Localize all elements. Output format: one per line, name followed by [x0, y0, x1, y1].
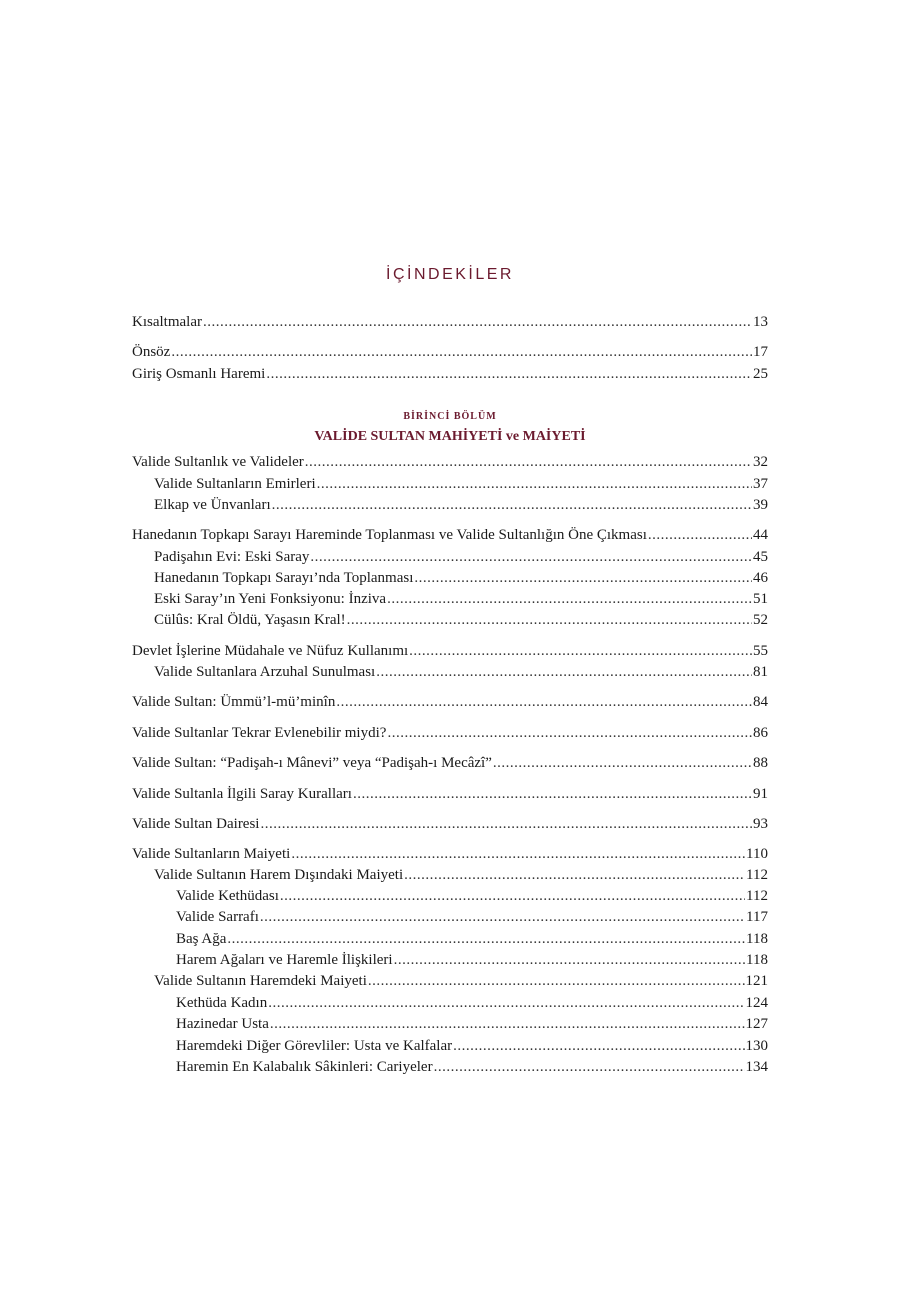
dot-leader	[317, 474, 752, 494]
toc-entry-title: Valide Sultanların Maiyeti	[132, 846, 291, 862]
toc-entry-title: Devlet İşlerine Müdahale ve Nüfuz Kullanımı	[132, 643, 409, 659]
toc-entry-title: Valide Sultanlar Tekrar Evlenebilir miydi?	[132, 725, 387, 741]
toc-entry-page: 32	[753, 454, 768, 470]
toc-entry-title: Valide Kethüdası	[176, 888, 279, 904]
dot-leader	[409, 641, 752, 661]
toc-entry-page: 112	[746, 888, 768, 904]
toc-entry-title: Hanedanın Topkapı Sarayı’nda Toplanması	[154, 570, 414, 586]
dot-leader	[227, 929, 745, 949]
toc-entry	[132, 844, 768, 864]
toc-entry	[176, 907, 768, 927]
toc-entry-title: Baş Ağa	[176, 931, 227, 947]
toc-entry-title: Valide Sultan Dairesi	[132, 816, 260, 832]
toc-entry	[132, 784, 768, 804]
dot-leader	[270, 1014, 745, 1034]
dot-leader	[305, 452, 752, 472]
toc-entry-page: 91	[753, 786, 768, 802]
toc-entry-title: Giriş Osmanlı Haremi	[132, 366, 266, 382]
toc-entry	[132, 753, 768, 773]
toc-entry-title: Valide Sultanların Emirleri	[154, 476, 316, 492]
toc-entry-page: 121	[745, 973, 768, 989]
toc-entry	[154, 865, 768, 885]
toc-entry	[132, 452, 768, 472]
dot-leader	[347, 610, 752, 630]
toc-entry-page: 51	[753, 591, 768, 607]
toc-entry-page: 118	[746, 952, 768, 968]
toc-entry-title: Kısaltmalar	[132, 314, 202, 330]
toc-entry	[154, 547, 768, 567]
dot-leader	[171, 342, 752, 362]
toc-entry-page: 86	[753, 725, 768, 741]
toc-entry-page: 134	[745, 1059, 768, 1075]
toc-entry-title: Padişahın Evi: Eski Saray	[154, 549, 310, 565]
toc-entry-page: 117	[746, 909, 768, 925]
toc-entry-title: Elkap ve Ünvanları	[154, 497, 271, 513]
toc-entry	[132, 312, 768, 332]
toc-entry	[176, 1036, 768, 1056]
toc-entry	[176, 929, 768, 949]
dot-leader	[404, 865, 745, 885]
toc-entry-page: 130	[745, 1038, 768, 1054]
toc-entry	[154, 971, 768, 991]
dot-leader	[268, 993, 744, 1013]
toc-entry-page: 44	[753, 527, 768, 543]
toc-entry-title: Haremin En Kalabalık Sâkinleri: Cariyeler	[176, 1059, 433, 1075]
dot-leader	[394, 950, 745, 970]
toc-title: İÇİNDEKİLER	[386, 266, 514, 283]
toc-entry	[132, 342, 768, 362]
toc-entry-title: Valide Sultanın Haremdeki Maiyeti	[154, 973, 367, 989]
toc-entry	[132, 814, 768, 834]
toc-entry	[176, 886, 768, 906]
dot-leader	[260, 814, 752, 834]
dot-leader	[493, 753, 752, 773]
dot-leader	[203, 312, 752, 332]
dot-leader	[266, 364, 752, 384]
toc-entry	[154, 589, 768, 609]
toc-entry-page: 81	[753, 664, 768, 680]
dot-leader	[280, 886, 745, 906]
dot-leader	[272, 495, 752, 515]
toc-entry-page: 52	[753, 612, 768, 628]
toc-entry	[176, 1057, 768, 1077]
toc-entry-title: Valide Sultan: Ümmü’l-mü’minîn	[132, 694, 336, 710]
toc-entry	[154, 568, 768, 588]
toc-entry-page: 88	[753, 755, 768, 771]
toc-entry-page: 13	[753, 314, 768, 330]
toc-entry-title: Valide Sarrafı	[176, 909, 259, 925]
dot-leader	[434, 1057, 745, 1077]
toc-entry-page: 45	[753, 549, 768, 565]
toc-entry	[132, 723, 768, 743]
toc-entry-title: Haremdeki Diğer Görevliler: Usta ve Kalfalar	[176, 1038, 453, 1054]
toc-entry	[132, 364, 768, 384]
dot-leader	[387, 589, 752, 609]
toc-entry-page: 93	[753, 816, 768, 832]
toc-entry-title: Hanedanın Topkapı Sarayı Hareminde Toplanması ve Valide Sultanlığın Öne Çıkması	[132, 527, 647, 543]
toc-entry	[176, 1014, 768, 1034]
toc-entry-page: 25	[753, 366, 768, 382]
toc-entry-title: Valide Sultanın Harem Dışındaki Maiyeti	[154, 867, 404, 883]
dot-leader	[310, 547, 752, 567]
dot-leader	[368, 971, 745, 991]
toc-entry	[176, 950, 768, 970]
toc-entry-page: 118	[746, 931, 768, 947]
toc-entry-title: Valide Sultanlara Arzuhal Sunulması	[154, 664, 376, 680]
dot-leader	[648, 525, 752, 545]
toc-entry-title: Kethüda Kadın	[176, 995, 268, 1011]
toc-entry-title: Cülûs: Kral Öldü, Yaşasın Kral!	[154, 612, 346, 628]
toc-entry-title: Valide Sultanlık ve Valideler	[132, 454, 304, 470]
dot-leader	[291, 844, 745, 864]
part-title: VALİDE SULTAN MAHİYETİ ve MAİYETİ	[314, 429, 586, 444]
dot-leader	[353, 784, 752, 804]
toc-entry-title: Hazinedar Usta	[176, 1016, 269, 1032]
toc-entry-page: 110	[746, 846, 768, 862]
dot-leader	[260, 907, 745, 927]
toc-entry-title: Valide Sultanla İlgili Saray Kuralları	[132, 786, 352, 802]
toc-entry-page: 39	[753, 497, 768, 513]
toc-entry-title: Harem Ağaları ve Haremle İlişkileri	[176, 952, 393, 968]
toc-entry-page: 37	[753, 476, 768, 492]
toc-entry-page: 127	[745, 1016, 768, 1032]
toc-entry	[154, 662, 768, 682]
dot-leader	[336, 692, 752, 712]
toc-entry	[176, 993, 768, 1013]
toc-entry	[154, 610, 768, 630]
toc-entry-page: 124	[745, 995, 768, 1011]
toc-entry	[154, 495, 768, 515]
toc-entry	[154, 474, 768, 494]
toc-entry-title: Eski Saray’ın Yeni Fonksiyonu: İnziva	[154, 591, 387, 607]
toc-entry-page: 17	[753, 344, 768, 360]
toc-entry	[132, 525, 768, 545]
dot-leader	[387, 723, 752, 743]
toc-entry-title: Valide Sultan: “Padişah-ı Mânevi” veya “Padişah-ı Mecâzî”	[132, 755, 492, 771]
dot-leader	[376, 662, 752, 682]
part-label: BİRİNCİ BÖLÜM	[403, 411, 497, 422]
toc-entry	[132, 692, 768, 712]
toc-entry-title: Önsöz	[132, 344, 171, 360]
toc-entry-page: 55	[753, 643, 768, 659]
dot-leader	[414, 568, 752, 588]
toc-entry-page: 84	[753, 694, 768, 710]
dot-leader	[453, 1036, 744, 1056]
toc-entry	[132, 641, 768, 661]
toc-entry-page: 112	[746, 867, 768, 883]
toc-entry-page: 46	[753, 570, 768, 586]
